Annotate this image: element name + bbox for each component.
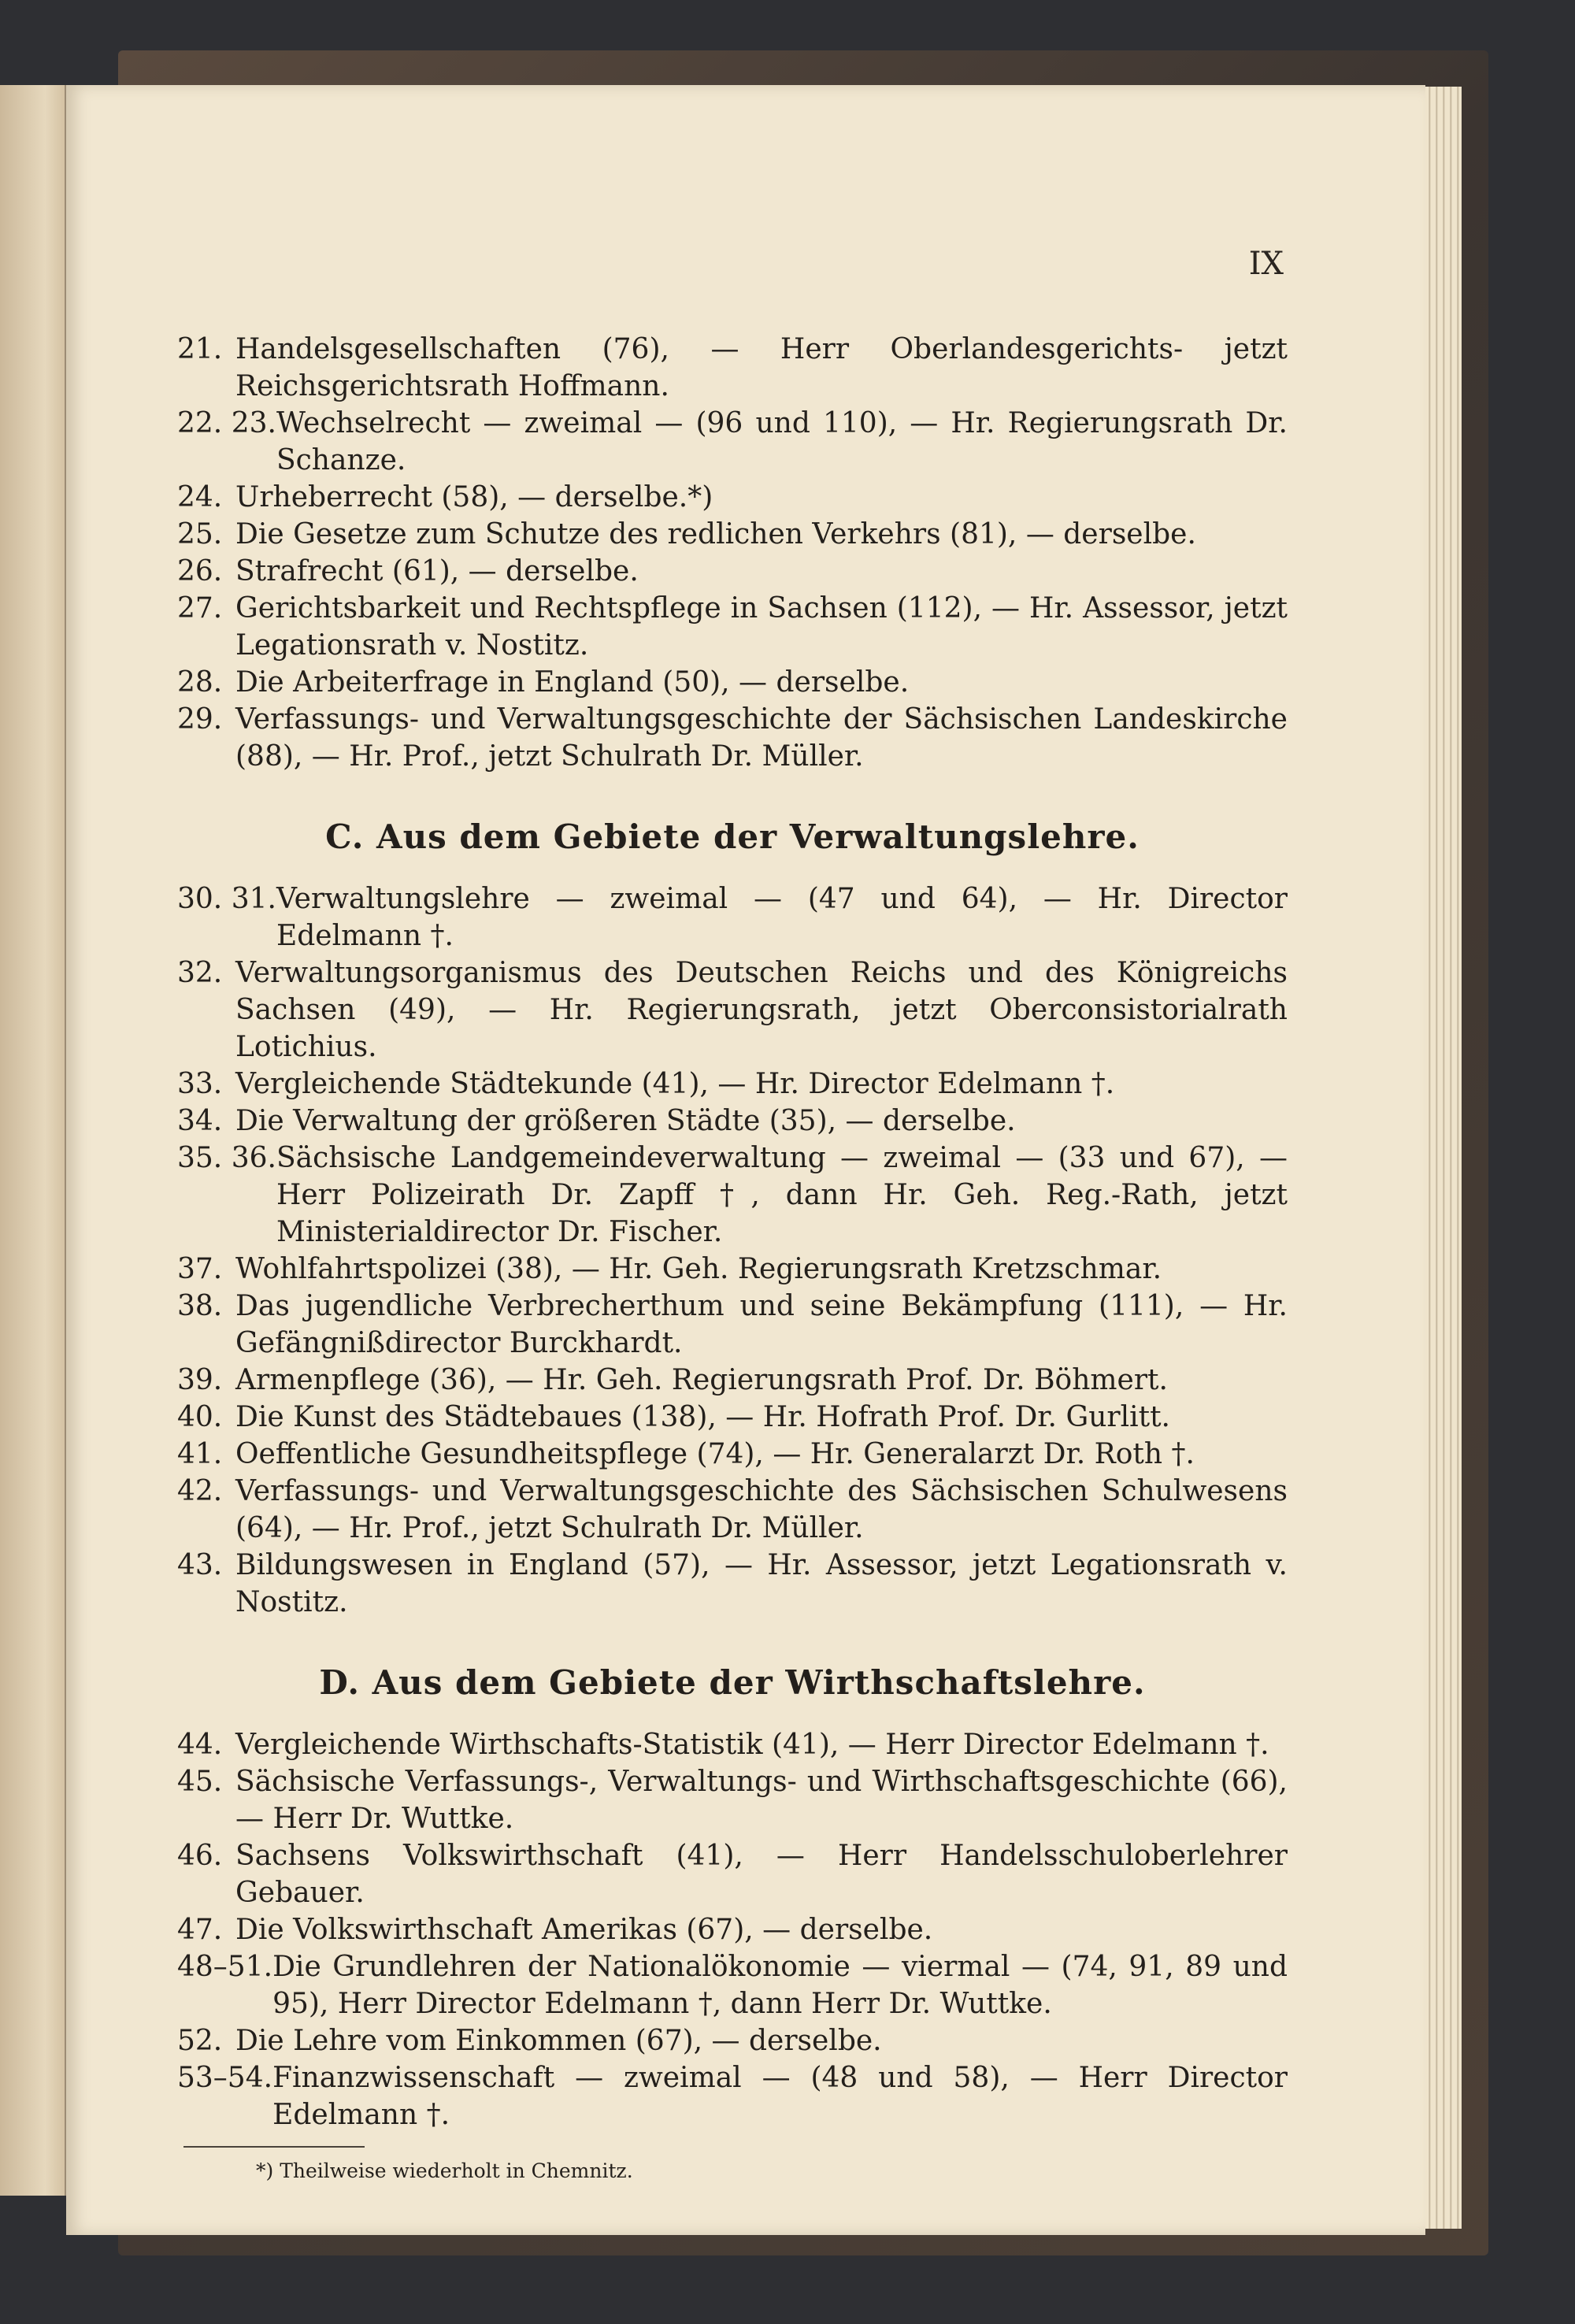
section-c-entries: [177, 880, 1288, 1621]
list-item: [177, 1436, 1288, 1473]
list-item: [177, 1726, 1288, 1763]
list-item: [177, 1763, 1288, 1837]
entry-number: 33.: [177, 1068, 223, 1100]
entry-text: Verfassungs- und Verwaltungsgeschichte der Sächsischen Landeskirche (88), — Hr. Prof., jetzt Schulrath Dr. Müller.: [235, 703, 1288, 773]
footnote: *) Theilweise wiederholt in Chemnitz.: [256, 2159, 633, 2182]
entry-number: 30. 31.: [177, 883, 276, 915]
entry-text: Oeffentliche Gesundheitspflege (74), — Hr. Generalarzt Dr. Roth †.: [235, 1438, 1195, 1470]
list-item: [177, 516, 1288, 553]
entry-number: 26.: [177, 555, 223, 587]
list-item: [177, 1911, 1288, 1948]
entry-text: Die Arbeiterfrage in England (50), — derselbe.: [235, 666, 910, 699]
list-item: [177, 701, 1288, 775]
entry-text: Die Lehre vom Einkommen (67), — derselbe.: [235, 2025, 882, 2057]
entry-text: Wechselrecht — zweimal — (96 und 110), — Hr. Regierungsrath Dr. Schanze.: [276, 407, 1288, 476]
list-item: [177, 954, 1288, 1066]
entry-number: 43.: [177, 1549, 223, 1581]
entry-text: Die Grundlehren der Nationalökonomie — viermal — (74, 91, 89 und 95), Herr Director Edelmann †, dann Herr Dr. Wuttke.: [272, 1951, 1288, 2020]
list-item: [177, 553, 1288, 590]
list-item: [177, 1547, 1288, 1621]
list-item: [177, 1140, 1288, 1251]
entry-text: Armenpflege (36), — Hr. Geh. Regierungsrath Prof. Dr. Böhmert.: [235, 1364, 1168, 1396]
entry-number: 48–51.: [177, 1951, 273, 1983]
entry-number: 46.: [177, 1840, 223, 1872]
list-item: [177, 479, 1288, 516]
section-d-entries: [177, 1726, 1288, 2133]
entry-text: Sächsische Verfassungs-, Verwaltungs- und Wirthschaftsgeschichte (66), — Herr Dr. Wuttke.: [235, 1766, 1288, 1835]
entry-number: 39.: [177, 1364, 223, 1396]
list-item: [177, 331, 1288, 405]
entry-number: 27.: [177, 592, 223, 625]
list-item: [177, 1399, 1288, 1436]
entry-text: Die Gesetze zum Schutze des redlichen Verkehrs (81), — derselbe.: [235, 518, 1196, 550]
entry-number: 37.: [177, 1253, 223, 1285]
entry-text: Finanzwissenschaft — zweimal — (48 und 58), — Herr Director Edelmann †.: [272, 2062, 1288, 2131]
entry-number: 44.: [177, 1729, 223, 1761]
list-item: [177, 880, 1288, 954]
section-heading: C. Aus dem Gebiete der Verwaltungslehre.: [325, 817, 1140, 856]
list-item: [177, 1103, 1288, 1140]
entry-number: 45.: [177, 1766, 223, 1798]
entry-text: Die Verwaltung der größeren Städte (35), — derselbe.: [235, 1105, 1016, 1137]
list-item: [177, 664, 1288, 701]
page-content: [177, 331, 1288, 2184]
entry-text: Sachsens Volkswirthschaft (41), — Herr Handelsschuloberlehrer Gebauer.: [235, 1840, 1288, 1909]
entry-number: 38.: [177, 1290, 223, 1322]
list-item: [177, 2022, 1288, 2059]
entry-number: 24.: [177, 481, 223, 513]
list-item: [177, 1288, 1288, 1362]
entry-text: Wohlfahrtspolizei (38), — Hr. Geh. Regierungsrath Kretzschmar.: [235, 1253, 1162, 1285]
entry-text: Vergleichende Wirthschafts-Statistik (41), — Herr Director Edelmann †.: [235, 1729, 1269, 1761]
entry-text: Verfassungs- und Verwaltungsgeschichte des Sächsischen Schulwesens (64), — Hr. Prof., jetzt Schulrath Dr. Müller.: [235, 1475, 1288, 1544]
entry-number: 21.: [177, 333, 223, 365]
entry-text: Verwaltungslehre — zweimal — (47 und 64), — Hr. Director Edelmann †.: [276, 883, 1288, 952]
entry-text: Vergleichende Städtekunde (41), — Hr. Director Edelmann †.: [235, 1068, 1115, 1100]
entry-text: Das jugendliche Verbrecherthum und seine Bekämpfung (111), — Hr. Gefängnißdirector Burckhardt.: [235, 1290, 1288, 1359]
section-heading: D. Aus dem Gebiete der Wirthschaftslehre.: [319, 1663, 1146, 1702]
entry-text: Sächsische Landgemeindeverwaltung — zweimal — (33 und 67), — Herr Polizeirath Dr. Zapff †, dann Hr. Geh. Reg.-Rath, jetzt Ministerialdirector Dr. Fischer.: [276, 1142, 1288, 1248]
entry-number: 35. 36.: [177, 1142, 276, 1174]
entry-number: 32.: [177, 957, 223, 989]
list-item: [177, 1362, 1288, 1399]
list-item: [177, 1948, 1288, 2022]
footnote-divider: [183, 2146, 365, 2148]
list-item: [177, 1251, 1288, 1288]
entry-number: 25.: [177, 518, 223, 550]
entry-text: Handelsgesellschaften (76), — Herr Oberlandesgerichts- jetzt Reichsgerichtsrath Hoffmann.: [235, 333, 1288, 402]
entry-number: 53–54.: [177, 2062, 273, 2094]
entry-text: Urheberrecht (58), — derselbe.*): [235, 481, 713, 513]
entry-number: 29.: [177, 703, 223, 736]
list-item: [177, 590, 1288, 664]
list-item: [177, 1473, 1288, 1547]
list-item: [177, 405, 1288, 479]
entry-number: 47.: [177, 1914, 223, 1946]
list-item: [177, 2059, 1288, 2133]
entry-text: Die Volkswirthschaft Amerikas (67), — derselbe.: [235, 1914, 933, 1946]
list-item: [177, 1837, 1288, 1911]
entry-number: 28.: [177, 666, 223, 699]
entry-text: Die Kunst des Städtebaues (138), — Hr. Hofrath Prof. Dr. Gurlitt.: [235, 1401, 1170, 1433]
entry-number: 42.: [177, 1475, 223, 1507]
list-item: [177, 1066, 1288, 1103]
entry-number: 40.: [177, 1401, 223, 1433]
entry-text: Verwaltungsorganismus des Deutschen Reichs und des Königreichs Sachsen (49), — Hr. Regierungsrath, jetzt Oberconsistorialrath Lotichius.: [235, 957, 1288, 1063]
left-page-edge: [0, 85, 67, 2196]
entry-number: 52.: [177, 2025, 223, 2057]
entry-text: Bildungswesen in England (57), — Hr. Assessor, jetzt Legationsrath v. Nostitz.: [235, 1549, 1288, 1618]
section-b-entries: [177, 331, 1288, 775]
entry-number: 41.: [177, 1438, 223, 1470]
entry-number: 34.: [177, 1105, 223, 1137]
entry-number: 22. 23.: [177, 407, 276, 439]
entry-text: Gerichtsbarkeit und Rechtspflege in Sachsen (112), — Hr. Assessor, jetzt Legationsrath v. Nostitz.: [235, 592, 1288, 662]
page-number: IX: [1248, 246, 1284, 282]
entry-text: Strafrecht (61), — derselbe.: [235, 555, 639, 587]
